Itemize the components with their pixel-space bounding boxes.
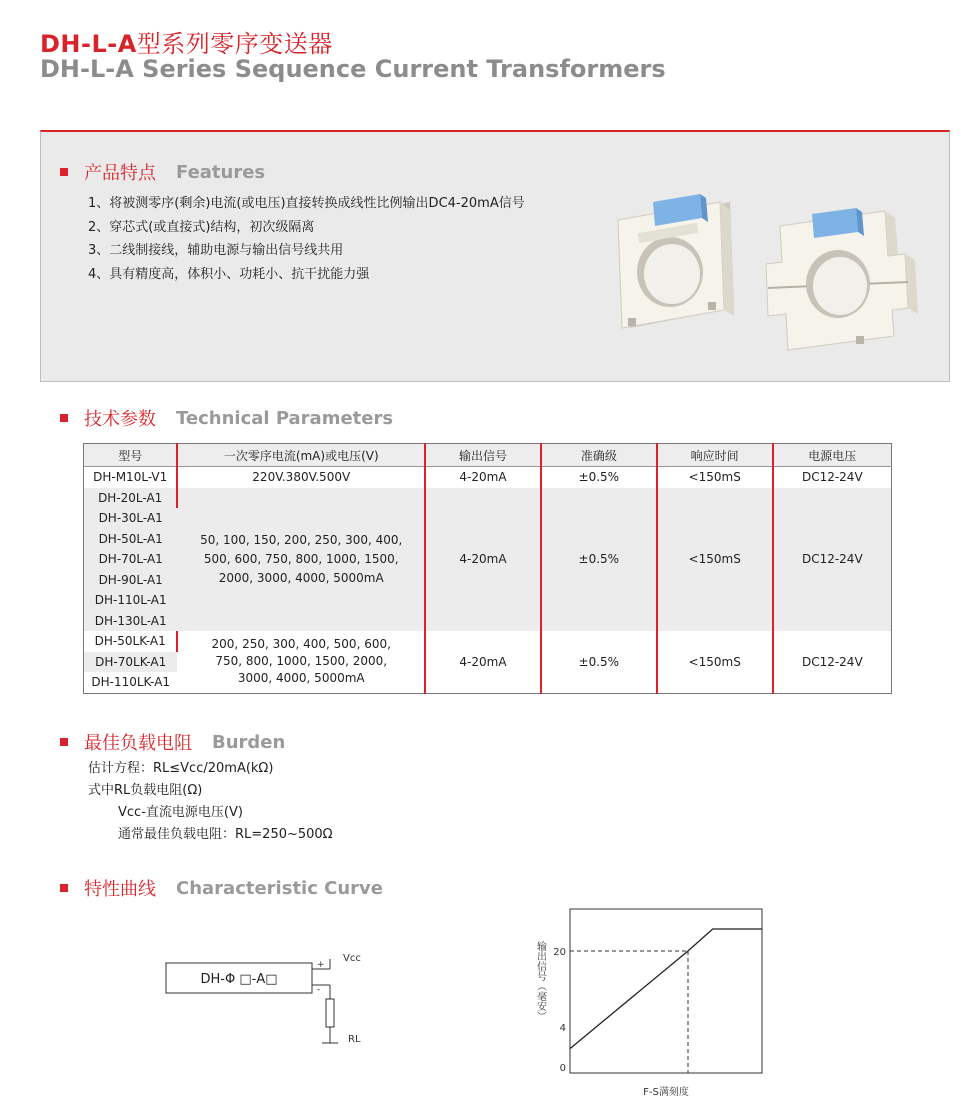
y-tick-label: 20 bbox=[553, 947, 566, 958]
table-row: DH-130L-A1 bbox=[84, 611, 892, 632]
table-header-row bbox=[84, 444, 892, 467]
burden-heading: 最佳负载电阻 Burden bbox=[60, 729, 285, 755]
page-title-en: DH-L-A Series Sequence Current Transformers bbox=[40, 55, 666, 83]
table-row: DH-70LK-A1 bbox=[84, 652, 892, 673]
bullet-square-icon bbox=[60, 738, 68, 746]
wiring-diagram bbox=[160, 945, 400, 1055]
chart-frame bbox=[570, 909, 762, 1073]
burden-line: 通常最佳负载电阻：RL=250~500Ω bbox=[118, 827, 333, 842]
resistor-icon bbox=[326, 999, 334, 1027]
y-tick-label: 4 bbox=[559, 1023, 566, 1034]
col-header: 准确级 bbox=[541, 444, 657, 467]
table-row: DH-50L-A1 bbox=[84, 529, 892, 550]
bullet-square-icon bbox=[60, 884, 68, 892]
burden-text bbox=[88, 758, 333, 846]
feature-item: 3、二线制接线，辅助电源与输出信号线共用 bbox=[88, 243, 344, 258]
col-header: 输出信号 bbox=[425, 444, 541, 467]
bullet-square-icon bbox=[60, 168, 68, 176]
table-row: DH-20L-A1 50, 100, 150, 200, 250, 300, 400, 500, 600, 750, 800, 1000, 1500, 2000, 3000, 4000, 5000mA 4-20mA ±0.5% <150mS DC12-24V bbox=[84, 488, 892, 509]
burden-line: 式中RL负载电阻(Ω) bbox=[88, 783, 203, 798]
features-heading: 产品特点 Features bbox=[60, 159, 265, 185]
characteristic-chart bbox=[530, 905, 780, 1100]
table-row: DH-70L-A1 bbox=[84, 549, 892, 570]
col-header: 响应时间 bbox=[657, 444, 773, 467]
minus-label: - bbox=[317, 985, 321, 995]
device-label: DH-Φ □-A□ bbox=[200, 972, 278, 987]
curve-heading: 特性曲线 Characteristic Curve bbox=[60, 875, 383, 901]
plus-label: + bbox=[317, 960, 325, 970]
params-heading: 技术参数 Technical Parameters bbox=[60, 405, 393, 431]
table-row: DH-90L-A1 bbox=[84, 570, 892, 591]
product-image-split bbox=[760, 196, 920, 356]
table-row: DH-30L-A1 bbox=[84, 508, 892, 529]
table-row: DH-50LK-A1 200, 250, 300, 400, 500, 600, 750, 800, 1000, 1500, 2000, 3000, 4000, 5000mA 4-20mA ±0.5% <150mS DC12-24V bbox=[84, 631, 892, 652]
table-row: DH-M10L-V1 220V.380V.500V 4-20mA ±0.5% <150mS DC12-24V bbox=[84, 467, 892, 488]
burden-line: Vcc-直流电源电压(V) bbox=[118, 805, 243, 820]
x-axis-label: F-S满刻度 bbox=[643, 1087, 689, 1098]
table-row: DH-110LK-A1 bbox=[84, 672, 892, 693]
page-title-cn: DH-L-A型系列零序变送器 bbox=[40, 30, 333, 58]
col-header: 一次零序电流(mA)或电压(V) bbox=[177, 444, 425, 467]
feature-item: 4、具有精度高，体积小、功耗小、抗干扰能力强 bbox=[88, 266, 370, 282]
y-tick-label: 0 bbox=[559, 1063, 566, 1074]
table-row: DH-110L-A1 bbox=[84, 590, 892, 611]
bullet-square-icon bbox=[60, 414, 68, 422]
y-axis-label: 输出信号（毫安） bbox=[534, 941, 546, 1021]
params-table bbox=[83, 443, 892, 694]
rl-label: RL bbox=[348, 1034, 361, 1045]
col-header: 型号 bbox=[84, 444, 178, 467]
features-list bbox=[88, 192, 525, 286]
vcc-label: Vcc bbox=[343, 953, 361, 964]
burden-line: 估计方程：RL≤Vcc/20mA(kΩ) bbox=[88, 761, 274, 776]
feature-item: 1、将被测零序(剩余)电流(或电压)直接转换成线性比例输出DC4-20mA信号 bbox=[88, 196, 525, 211]
product-image-round bbox=[608, 190, 748, 340]
col-header: 电源电压 bbox=[773, 444, 892, 467]
feature-item: 2、穿芯式(或直接式)结构，初次级隔离 bbox=[88, 219, 315, 235]
